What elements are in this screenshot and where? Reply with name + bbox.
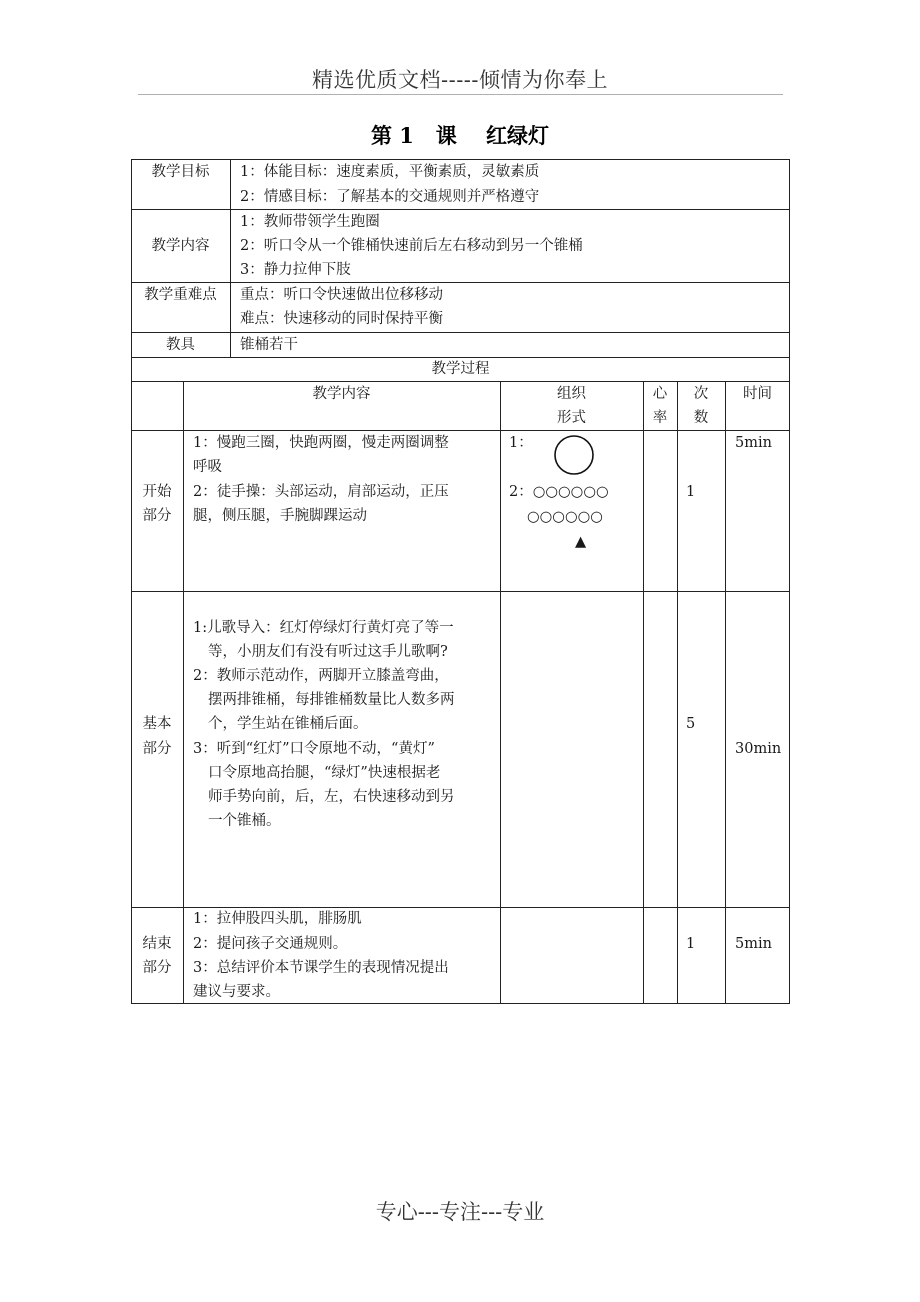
start-content-4: 腿，侧压腿，手腕脚踝运动 <box>193 508 367 524</box>
basic-content-9: 一个锥桶。 <box>208 813 281 829</box>
col-divider <box>725 381 726 1004</box>
difficulty-label: 教学重难点 <box>144 287 217 303</box>
goals-line-2: 2：情感目标：了解基本的交通规则并严格遵守 <box>240 189 540 205</box>
end-label-1: 结束 <box>142 936 172 952</box>
col-divider <box>183 381 184 1004</box>
process-title: 教学过程 <box>431 361 490 377</box>
end-content-1: 1：拉伸股四头肌，腓肠肌 <box>193 911 362 927</box>
content-label: 教学内容 <box>151 238 210 254</box>
basic-content-7: 口令原地高抬腿，“绿灯”快速根据老 <box>208 765 441 781</box>
circle-formation-icon <box>552 435 596 475</box>
teacher-triangle-icon: ▲ <box>575 534 587 550</box>
difficulty-line-1: 重点：听口令快速做出位移移动 <box>240 287 443 303</box>
start-label-2: 部分 <box>142 508 172 524</box>
equipment-label: 教具 <box>166 337 195 353</box>
goals-line-1: 1：体能目标：速度素质，平衡素质，灵敏素质 <box>240 164 540 180</box>
start-time: 5min <box>735 435 772 451</box>
lesson-title: 第 1 课 红绿灯 <box>370 123 550 148</box>
start-org-3: ○○○○○○ <box>527 509 603 525</box>
col-divider <box>500 381 501 1004</box>
goals-label: 教学目标 <box>151 164 210 180</box>
header-hr-1: 心 <box>652 386 668 402</box>
basic-label-2: 部分 <box>142 741 172 757</box>
start-org-2: 2：○○○○○○ <box>509 484 609 500</box>
header-count-2: 数 <box>693 410 709 426</box>
content-line-3: 3：静力拉伸下肢 <box>240 262 351 278</box>
basic-content-1: 1:儿歌导入：红灯停绿灯行黄灯亮了等一 <box>193 620 454 636</box>
end-label-2: 部分 <box>142 960 172 976</box>
col-divider <box>230 159 231 332</box>
start-count: 1 <box>686 484 696 500</box>
header-time: 时间 <box>743 386 772 402</box>
start-content-2: 呼吸 <box>193 459 222 475</box>
start-org-1: 1： <box>509 435 533 451</box>
header-count-1: 次 <box>693 386 709 402</box>
end-count: 1 <box>686 936 696 952</box>
basic-label-1: 基本 <box>142 716 172 732</box>
end-time: 5min <box>735 936 772 952</box>
end-content-4: 建议与要求。 <box>193 984 280 1000</box>
header-content: 教学内容 <box>312 386 371 402</box>
row-divider <box>131 591 790 592</box>
basic-time: 30min <box>735 741 782 757</box>
header-hr-2: 率 <box>652 410 668 426</box>
header-org-2: 形式 <box>557 410 586 426</box>
basic-content-2: 等，小朋友们有没有听过这手儿歌啊? <box>208 644 448 660</box>
end-content-2: 2：提问孩子交通规则。 <box>193 936 348 952</box>
difficulty-line-2: 难点：快速移动的同时保持平衡 <box>240 311 443 327</box>
content-line-1: 1：教师带领学生跑圈 <box>240 214 380 230</box>
header-org-1: 组织 <box>557 386 586 402</box>
start-label-1: 开始 <box>142 484 172 500</box>
col-divider <box>643 381 644 1004</box>
page-footer: 专心---专注---专业 <box>375 1200 545 1224</box>
page-header: 精选优质文档-----倾情为你奉上 <box>312 68 608 92</box>
basic-content-3: 2：教师示范动作，两脚开立膝盖弯曲， <box>193 668 449 684</box>
header-divider <box>138 94 783 95</box>
col-divider <box>677 381 678 1004</box>
start-content-1: 1：慢跑三圈，快跑两圈，慢走两圈调整 <box>193 435 449 451</box>
basic-content-5: 个，学生站在锥桶后面。 <box>208 716 368 732</box>
start-content-3: 2：徒手操：头部运动，肩部运动，正压 <box>193 484 449 500</box>
equipment-value: 锥桶若干 <box>240 337 298 353</box>
content-line-2: 2：听口令从一个锥桶快速前后左右移动到另一个锥桶 <box>240 238 583 254</box>
basic-count: 5 <box>686 716 696 732</box>
end-content-3: 3：总结评价本节课学生的表现情况提出 <box>193 960 449 976</box>
basic-content-6: 3：听到“红灯”口令原地不动，“黄灯” <box>193 741 435 757</box>
basic-content-4: 摆两排锥桶，每排锥桶数量比人数多两 <box>208 692 455 708</box>
basic-content-8: 师手势向前，后，左，右快速移动到另 <box>208 789 455 805</box>
col-divider <box>230 332 231 357</box>
